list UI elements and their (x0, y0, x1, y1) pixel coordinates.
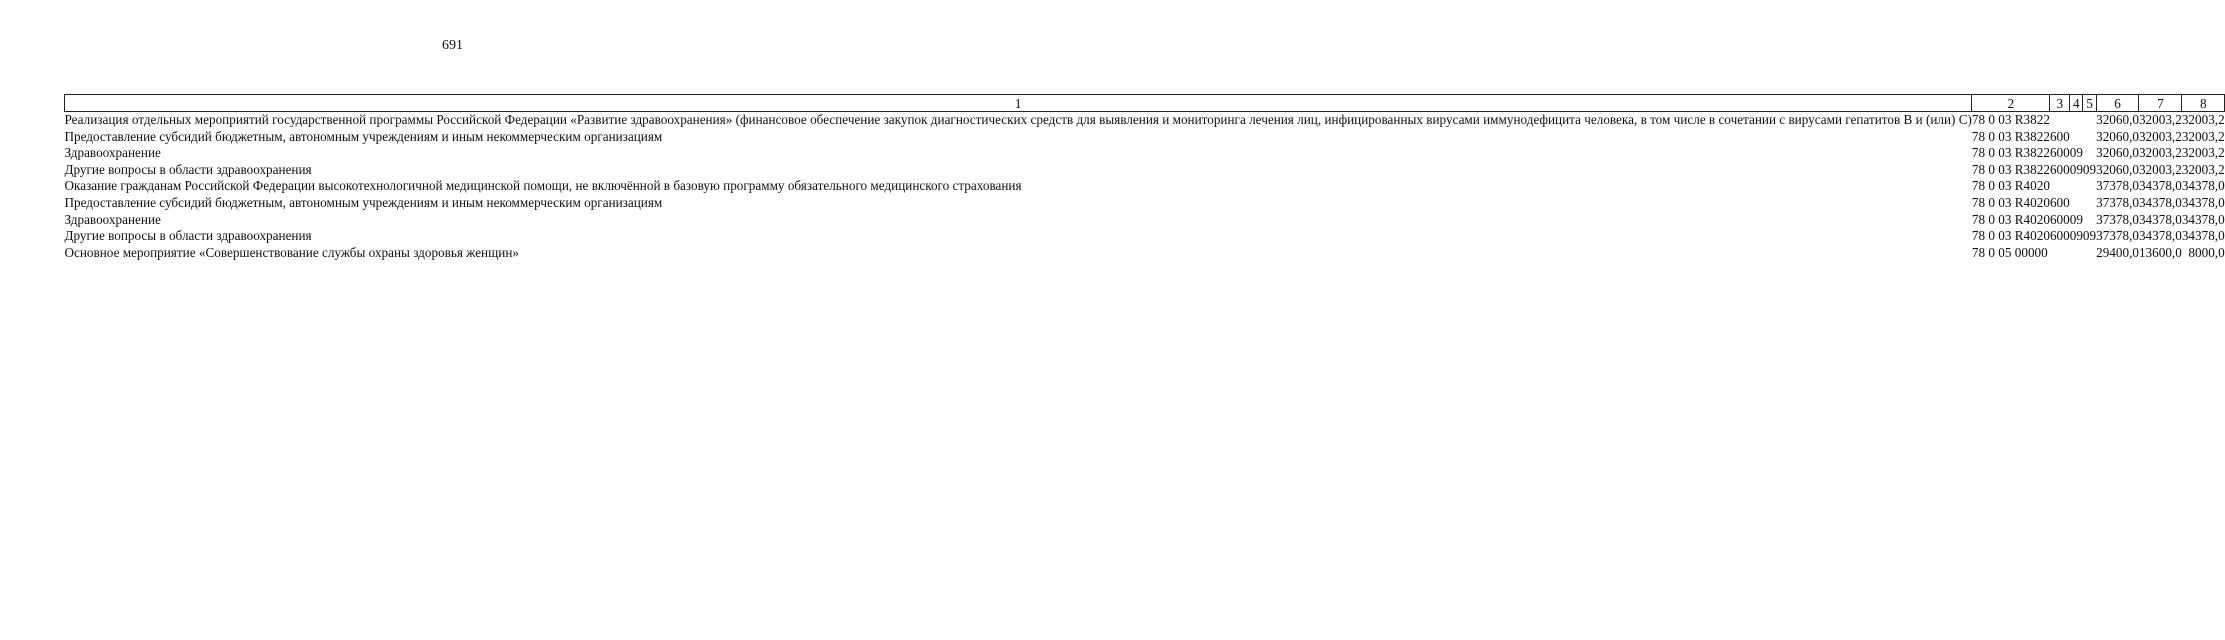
row-amount-col8: 32003,2 (2181, 161, 2225, 177)
row-description: Оказание гражданам Российской Федерации высокотехнологичной медицинской помощи, не включённой в базовую программу обязательного медицинского страхования (64, 178, 1022, 194)
row-expense-type (2050, 245, 2070, 262)
header-row (65, 95, 2225, 112)
table-row (65, 129, 2225, 146)
row-expense-type: 600 (2049, 228, 2070, 244)
row-section (2070, 178, 2083, 195)
table-row (65, 212, 2225, 229)
row-amount-col6: 32060,0 (2096, 128, 2139, 144)
header-col-3: 3 (2050, 95, 2070, 112)
row-section: 09 (2069, 145, 2083, 161)
row-subsection (2083, 195, 2096, 212)
row-amount-col6: 32060,0 (2096, 145, 2139, 161)
row-expense-type: 600 (2049, 211, 2070, 227)
row-amount-col6: 32060,0 (2096, 161, 2139, 177)
row-expense-type (2050, 178, 2070, 195)
row-subsection (2083, 178, 2096, 195)
row-amount-col8: 34378,0 (2181, 194, 2225, 210)
row-target-code: 78 0 03 R3822 (1971, 161, 2050, 177)
row-section (2070, 129, 2083, 146)
row-amount-col7: 34378,0 (2138, 211, 2182, 227)
row-expense-type: 600 (2049, 145, 2070, 161)
row-subsection: 09 (2082, 228, 2097, 244)
row-expense-type (2050, 112, 2070, 129)
row-amount-col8: 32003,2 (2181, 128, 2225, 144)
row-amount-col8: 32003,2 (2181, 145, 2225, 161)
header-col-5: 5 (2083, 95, 2096, 112)
row-target-code: 78 0 03 R4020 (1971, 228, 2050, 244)
row-amount-col7: 32003,2 (2138, 112, 2182, 127)
header-col-1: 1 (65, 95, 1972, 112)
row-subsection (2083, 245, 2096, 262)
row-target-code: 78 0 03 R4020 (1971, 194, 2050, 210)
row-amount-col6: 37378,0 (2096, 211, 2139, 227)
row-amount-col6: 37378,0 (2096, 228, 2139, 244)
row-amount-col6: 37378,0 (2096, 178, 2139, 194)
row-amount-col6: 32060,0 (2096, 112, 2139, 127)
row-expense-type: 600 (2049, 128, 2070, 144)
header-col-8: 8 (2182, 95, 2225, 112)
row-target-code: 78 0 05 00000 (1971, 244, 2048, 260)
table-row (65, 195, 2225, 212)
header-col-4: 4 (2070, 95, 2083, 112)
row-description: Основное мероприятие «Совершенствование службы охраны здоровья женщин» (64, 244, 519, 260)
row-description: Другие вопросы в области здравоохранения (64, 161, 312, 177)
row-subsection (2083, 212, 2096, 229)
row-amount-col7: 32003,2 (2138, 128, 2182, 144)
row-amount-col7: 34378,0 (2138, 228, 2182, 244)
row-subsection (2083, 112, 2096, 129)
row-amount-col8: 32003,2 (2181, 112, 2225, 127)
table-row (65, 178, 2225, 195)
row-amount-col8: 34378,0 (2181, 228, 2225, 244)
table-row (65, 245, 2225, 262)
row-description: Здравоохранение (64, 211, 161, 227)
row-description: Здравоохранение (64, 145, 161, 161)
header-col-6: 6 (2096, 95, 2139, 112)
row-amount-col7: 34378,0 (2138, 178, 2182, 194)
row-description: Другие вопросы в области здравоохранения (64, 228, 312, 244)
row-description: Предоставление субсидий бюджетным, автономным учреждениям и иным некоммерческим организациям (64, 128, 663, 144)
budget-table (64, 94, 2225, 261)
row-amount-col7: 32003,2 (2138, 145, 2182, 161)
page-number: 691 (442, 38, 463, 53)
table-row (65, 112, 2225, 129)
row-expense-type: 600 (2049, 161, 2070, 177)
row-target-code: 78 0 03 R3822 (1971, 112, 2050, 127)
row-amount-col8: 8000,0 (2188, 244, 2225, 260)
row-section (2070, 195, 2083, 212)
row-amount-col7: 34378,0 (2138, 194, 2182, 210)
row-subsection: 09 (2082, 161, 2097, 177)
row-section (2070, 112, 2083, 129)
row-amount-col7: 32003,2 (2138, 161, 2182, 177)
row-target-code: 78 0 03 R4020 (1971, 178, 2050, 194)
row-expense-type: 600 (2049, 194, 2070, 210)
row-section: 09 (2069, 161, 2083, 177)
table-row (65, 228, 2225, 245)
table-row (65, 162, 2225, 179)
table-row (65, 145, 2225, 162)
row-section: 09 (2069, 228, 2083, 244)
row-amount-col7: 13600,0 (2138, 244, 2182, 260)
row-subsection (2083, 145, 2096, 162)
row-amount-col6: 29400,0 (2096, 244, 2139, 260)
row-target-code: 78 0 03 R3822 (1971, 145, 2050, 161)
row-section: 09 (2069, 211, 2083, 227)
row-target-code: 78 0 03 R3822 (1971, 128, 2050, 144)
header-col-2: 2 (1972, 95, 2050, 112)
row-subsection (2083, 129, 2096, 146)
row-description: Предоставление субсидий бюджетным, автономным учреждениям и иным некоммерческим организациям (64, 194, 663, 210)
row-section (2070, 245, 2083, 262)
row-amount-col8: 34378,0 (2181, 211, 2225, 227)
row-amount-col6: 37378,0 (2096, 194, 2139, 210)
row-target-code: 78 0 03 R4020 (1971, 211, 2050, 227)
row-amount-col8: 34378,0 (2181, 178, 2225, 194)
header-col-7: 7 (2139, 95, 2182, 112)
row-description: Реализация отдельных мероприятий государственной программы Российской Федерации «Развитие здравоохранения» (финансовое обеспечение закупок диагностических средств для выявления и мониторинга лечения лиц, инфицированных вирусами иммунодефицита человека, в том числе в сочетании с вирусами гепатитов В и (или) С) (64, 112, 1972, 127)
